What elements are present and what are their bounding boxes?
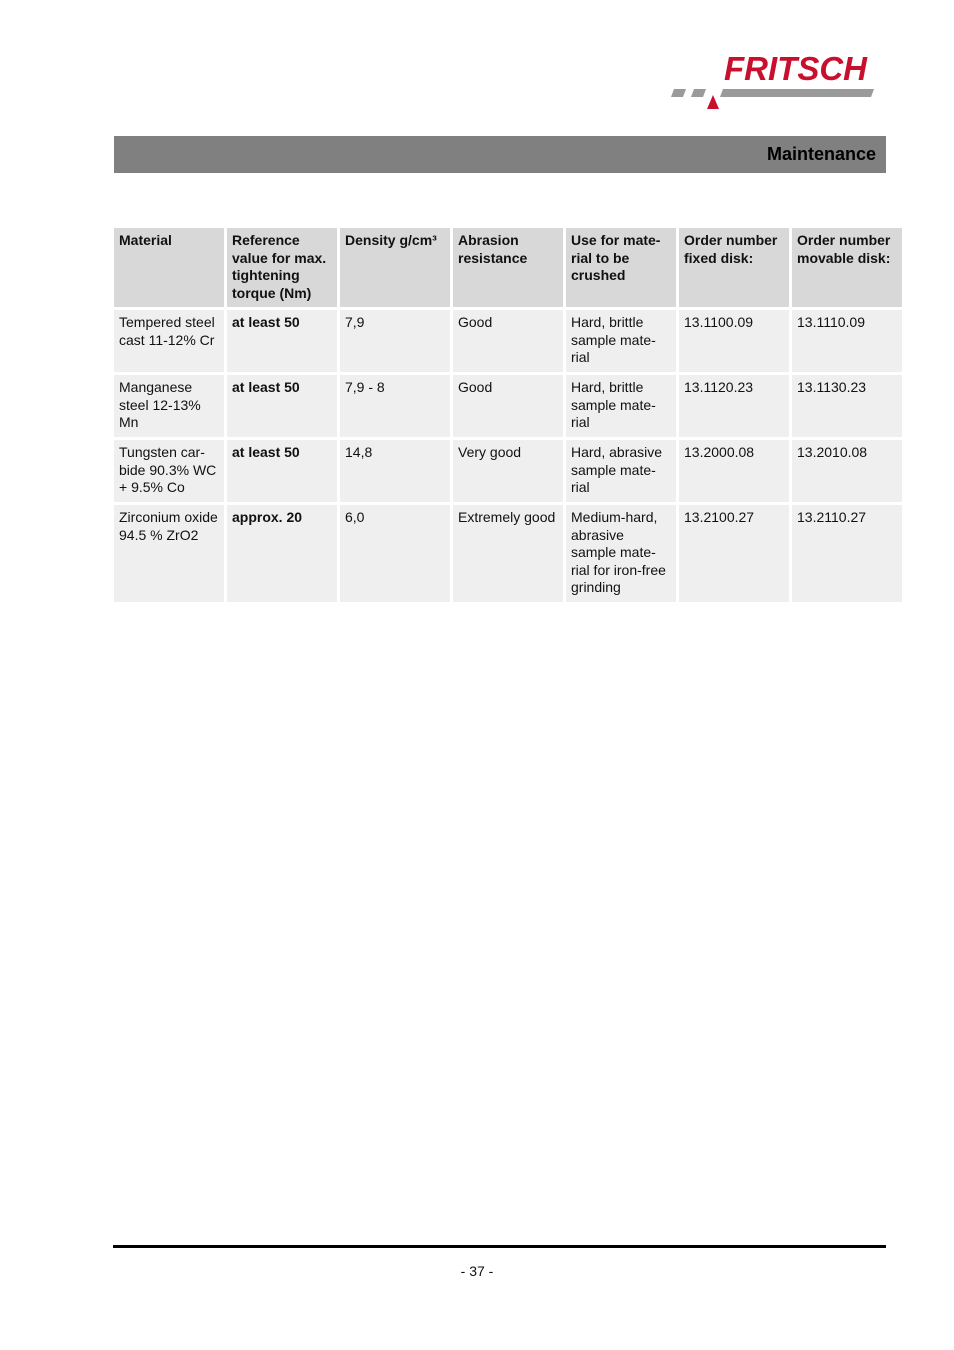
column-header-movable-disk: Order number movable disk:	[792, 228, 902, 307]
cell-use: Hard, brittle sample mate-rial	[566, 310, 676, 372]
cell-torque: approx. 20	[227, 505, 337, 602]
cell-fixed-disk: 13.1100.09	[679, 310, 789, 372]
fritsch-logo	[668, 50, 888, 112]
cell-fixed-disk: 13.1120.23	[679, 375, 789, 437]
cell-torque: at least 50	[227, 440, 337, 502]
cell-abrasion: Very good	[453, 440, 563, 502]
page-number: - 37 -	[460, 1263, 494, 1279]
cell-abrasion: Good	[453, 310, 563, 372]
footer-divider	[113, 1245, 886, 1248]
table-row	[114, 310, 902, 372]
cell-material: Zirconium oxide 94.5 % ZrO2	[114, 505, 224, 602]
cell-material: Tungsten car-bide 90.3% WC + 9.5% Co	[114, 440, 224, 502]
table-header-row	[114, 228, 902, 307]
column-header-use: Use for mate-rial to be crushed	[566, 228, 676, 307]
column-header-torque: Reference value for max. tightening torque (Nm)	[227, 228, 337, 307]
column-header-material: Material	[114, 228, 224, 307]
cell-movable-disk: 13.1130.23	[792, 375, 902, 437]
cell-use: Medium-hard, abrasive sample mate-rial for iron-free grinding	[566, 505, 676, 602]
column-header-density: Density g/cm³	[340, 228, 450, 307]
cell-density: 6,0	[340, 505, 450, 602]
table-row	[114, 375, 902, 437]
logo-stripes-icon	[668, 86, 878, 110]
cell-material: Tempered steel cast 11-12% Cr	[114, 310, 224, 372]
cell-density: 14,8	[340, 440, 450, 502]
cell-movable-disk: 13.2010.08	[792, 440, 902, 502]
column-header-abrasion: Abrasion resistance	[453, 228, 563, 307]
cell-use: Hard, brittle sample mate-rial	[566, 375, 676, 437]
cell-fixed-disk: 13.2000.08	[679, 440, 789, 502]
cell-fixed-disk: 13.2100.27	[679, 505, 789, 602]
cell-density: 7,9 - 8	[340, 375, 450, 437]
grinding-disk-table	[111, 225, 905, 605]
cell-material: Manganese steel 12-13% Mn	[114, 375, 224, 437]
cell-abrasion: Good	[453, 375, 563, 437]
logo-wordmark: FRITSCH	[724, 50, 867, 87]
cell-torque: at least 50	[227, 375, 337, 437]
cell-density: 7,9	[340, 310, 450, 372]
table-row	[114, 505, 902, 602]
cell-movable-disk: 13.2110.27	[792, 505, 902, 602]
column-header-fixed-disk: Order number fixed disk:	[679, 228, 789, 307]
cell-torque: at least 50	[227, 310, 337, 372]
section-title: Maintenance	[766, 144, 876, 164]
cell-movable-disk: 13.1110.09	[792, 310, 902, 372]
cell-abrasion: Extremely good	[453, 505, 563, 602]
table-row	[114, 440, 902, 502]
section-header-bar	[114, 136, 886, 173]
cell-use: Hard, abrasive sample mate-rial	[566, 440, 676, 502]
